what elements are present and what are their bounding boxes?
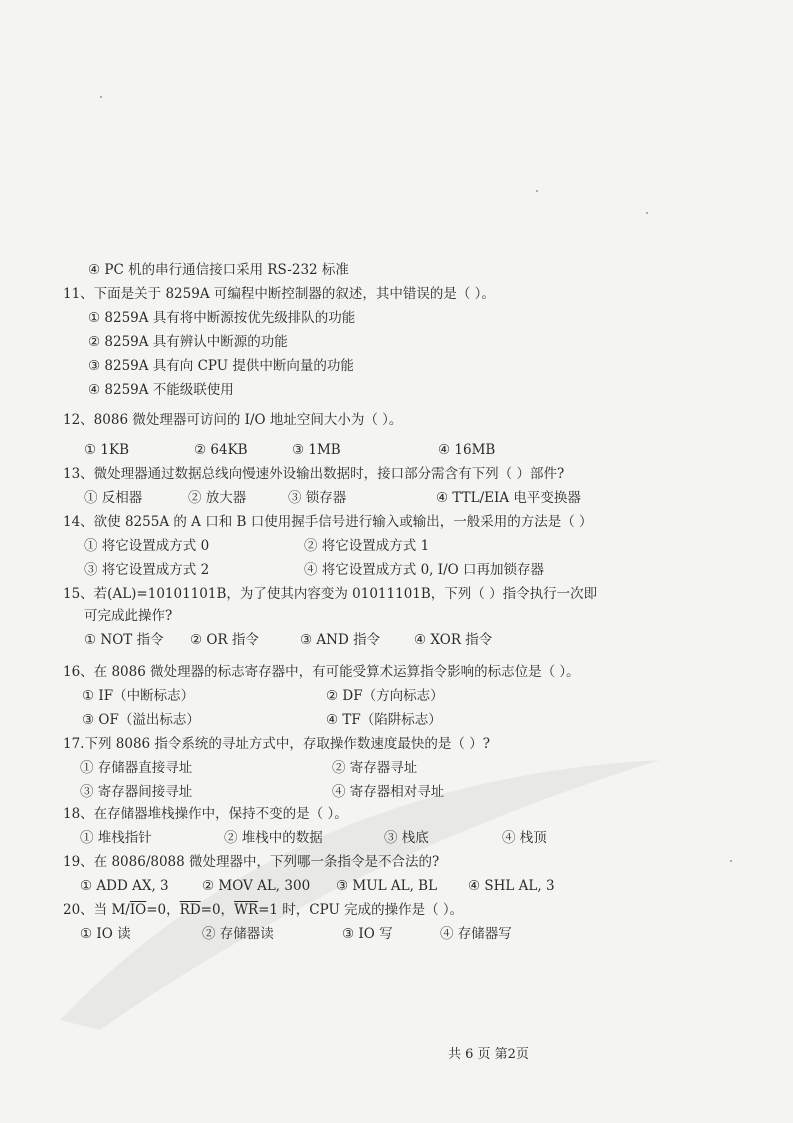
question-13-stem: 13、微处理器通过数据总线向慢速外设输出数据时，接口部分需含有下列（ ）部件? <box>63 466 565 482</box>
q11-option-1: ① 8259A 具有将中断源按优先级排队的功能 <box>88 310 356 326</box>
question-14-stem: 14、欲使 8255A 的 A 口和 B 口使用握手信号进行输入或输出，一般采用的方法是（ ） <box>63 514 593 530</box>
q14-option-4: ④ 将它设置成方式 0, I/O 口再加锁存器 <box>304 562 544 578</box>
q15-option-4: ④ XOR 指令 <box>414 632 493 648</box>
q12-option-2: ② 64KB <box>194 442 248 458</box>
q20-rd-signal: $\overline{RD}$ <box>179 902 201 918</box>
q11-option-3: ③ 8259A 具有向 CPU 提供中断向量的功能 <box>88 358 354 374</box>
q20-io-signal: $\overline{IO}$ <box>129 902 147 918</box>
q14-option-3: ③ 将它设置成方式 2 <box>84 562 210 578</box>
q18-option-3: ③ 栈底 <box>384 830 429 846</box>
scan-speck <box>730 860 732 862</box>
q15-option-2: ② OR 指令 <box>190 632 259 648</box>
q17-option-1: ① 存储器直接寻址 <box>80 760 193 776</box>
q12-option-3: ③ 1MB <box>292 442 341 458</box>
q14-option-2: ② 将它设置成方式 1 <box>304 538 430 554</box>
prev-question-option: ④ PC 机的串行通信接口采用 RS-232 标准 <box>88 262 349 278</box>
question-16-stem: 16、在 8086 微处理器的标志寄存器中，有可能受算术运算指令影响的标志位是（ ）。 <box>63 664 580 680</box>
q14-option-1: ① 将它设置成方式 0 <box>84 538 210 554</box>
q13-option-4: ④ TTL/EIA 电平变换器 <box>436 490 581 506</box>
q20-stem-mid2: =0， <box>200 902 235 918</box>
q15-option-3: ③ AND 指令 <box>300 632 381 648</box>
q20-wr-signal: $\overline{WR}$ <box>234 902 259 918</box>
q18-option-2: ② 堆栈中的数据 <box>224 830 323 846</box>
q12-option-4: ④ 16MB <box>438 442 496 458</box>
q20-stem-prefix: 20、当 M/ <box>63 902 130 918</box>
q20-option-4: ④ 存储器写 <box>440 926 512 942</box>
q20-option-1: ① IO 读 <box>80 926 131 942</box>
q20-stem-suffix: =1 时，CPU 完成的操作是（ ）。 <box>258 902 464 918</box>
question-11-stem: 11、下面是关于 8259A 可编程中断控制器的叙述，其中错误的是（ ）。 <box>63 286 495 302</box>
page-footer: 共 6 页 第2页 <box>448 1047 529 1062</box>
scan-speck <box>100 96 102 98</box>
q15-option-1: ① NOT 指令 <box>84 632 164 648</box>
question-19-stem: 19、在 8086/8088 微处理器中，下列哪一条指令是不合法的? <box>63 854 440 870</box>
q12-option-1: ① 1KB <box>84 442 129 458</box>
q17-option-4: ④ 寄存器相对寻址 <box>332 784 445 800</box>
q19-option-4: ④ SHL AL, 3 <box>468 878 555 894</box>
q18-option-1: ① 堆栈指针 <box>80 830 152 846</box>
q13-option-3: ③ 锁存器 <box>288 490 347 506</box>
question-15-stem-cont: 可完成此操作? <box>84 608 173 624</box>
question-12-stem: 12、8086 微处理器可访问的 I/O 地址空间大小为（ ）。 <box>63 412 403 428</box>
q18-option-4: ④ 栈顶 <box>502 830 547 846</box>
q13-option-1: ① 反相器 <box>84 490 143 506</box>
q19-option-3: ③ MUL AL, BL <box>336 878 438 894</box>
q16-option-2: ② DF（方向标志） <box>326 688 444 704</box>
q20-stem-mid1: =0， <box>146 902 180 918</box>
q13-option-2: ② 放大器 <box>188 490 247 506</box>
q17-option-3: ③ 寄存器间接寻址 <box>80 784 193 800</box>
question-17-stem: 17.下列 8086 指令系统的寻址方式中，存取操作数速度最快的是（ ）? <box>63 736 490 752</box>
q20-option-2: ② 存储器读 <box>202 926 274 942</box>
q20-option-3: ③ IO 写 <box>342 926 393 942</box>
q11-option-4: ④ 8259A 不能级联使用 <box>88 382 234 398</box>
q16-option-3: ③ OF（溢出标志） <box>82 712 200 728</box>
q17-option-2: ② 寄存器寻址 <box>332 760 418 776</box>
q11-option-2: ② 8259A 具有辨认中断源的功能 <box>88 334 288 350</box>
q16-option-4: ④ TF（陷阱标志） <box>326 712 442 728</box>
q19-option-1: ① ADD AX, 3 <box>80 878 169 894</box>
question-18-stem: 18、在存储器堆栈操作中，保持不变的是（ ）。 <box>63 806 348 822</box>
q16-option-1: ① IF（中断标志） <box>82 688 195 704</box>
scan-speck <box>646 212 648 214</box>
question-20-stem <box>63 901 463 919</box>
q19-option-2: ② MOV AL, 300 <box>202 878 311 894</box>
question-15-stem: 15、若(AL)=10101101B，为了使其内容变为 01011101B，下列（ ）指令执行一次即 <box>63 586 598 602</box>
scan-speck <box>536 190 538 192</box>
